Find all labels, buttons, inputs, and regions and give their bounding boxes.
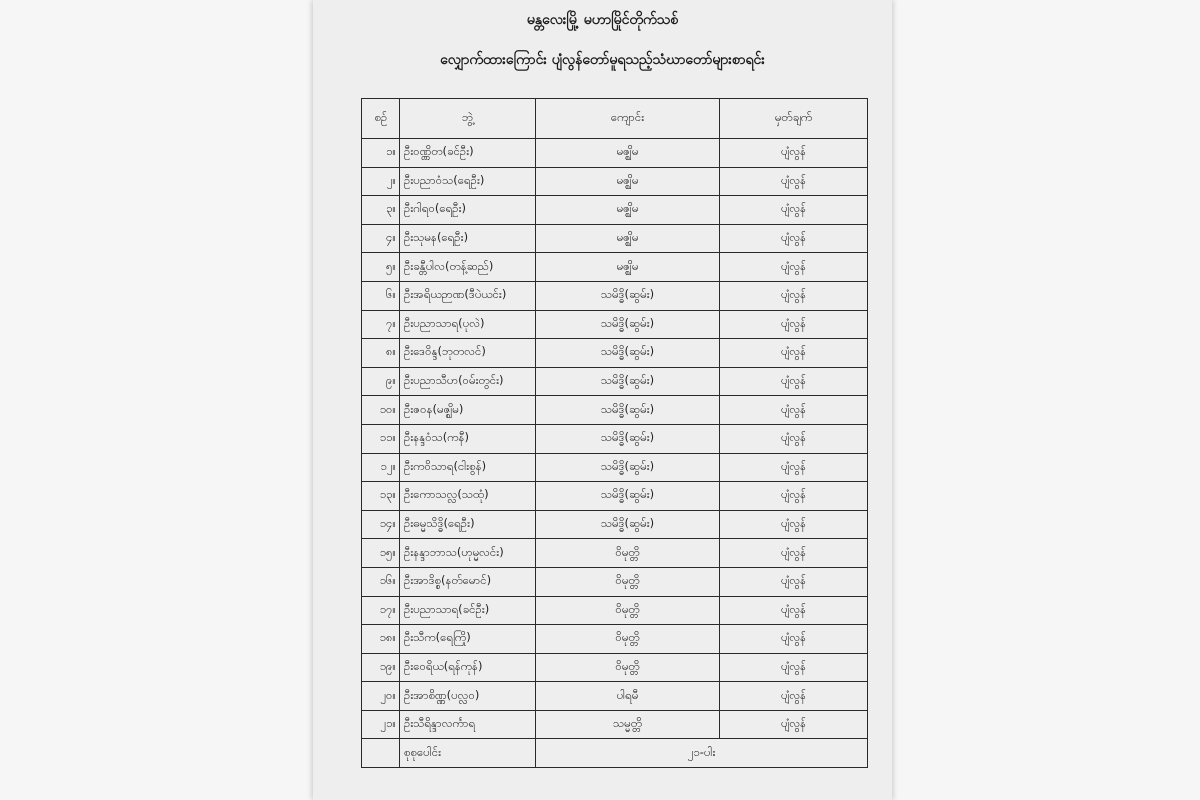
- row-no: ၂။: [362, 167, 400, 196]
- table-row: [362, 196, 868, 225]
- header-name: ဘွဲ့: [400, 99, 536, 139]
- row-name: ဦးဝဏ္ဏိတ(ခင်ဦး): [400, 139, 536, 168]
- row-remark: ပျံလွန်: [720, 539, 868, 568]
- background-left: [0, 0, 313, 800]
- table-row: [362, 567, 868, 596]
- row-remark: ပျံလွန်: [720, 482, 868, 511]
- row-no: ၆။: [362, 281, 400, 310]
- table-row: [362, 224, 868, 253]
- row-no: ၁၀။: [362, 396, 400, 425]
- table-row: [362, 281, 868, 310]
- row-name: ဦးအရိယဉာဏ(ဒီပဲယင်း): [400, 281, 536, 310]
- row-name: ဦးအာဒိစ္စ(နတ်မောင်): [400, 567, 536, 596]
- row-no: ၁၆။: [362, 567, 400, 596]
- table-row: [362, 424, 868, 453]
- row-monastery: ဝိမုတ္တိ: [536, 539, 720, 568]
- row-monastery: သမိဒ္ဓိ(ဆွမ်း): [536, 482, 720, 511]
- row-monastery: မဇ္ဈိမ: [536, 167, 720, 196]
- row-monastery: မဇ္ဈိမ: [536, 224, 720, 253]
- row-name: ဦးကောသလ္လ(သထုံ): [400, 482, 536, 511]
- row-no: ၇။: [362, 310, 400, 339]
- row-remark: ပျံလွန်: [720, 567, 868, 596]
- table-row: [362, 253, 868, 282]
- row-remark: ပျံလွန်: [720, 682, 868, 711]
- row-no: ၅။: [362, 253, 400, 282]
- table-row: [362, 710, 868, 739]
- row-name: ဦးဝေရိယ(ရန်ကုန်): [400, 653, 536, 682]
- monk-list-table: [361, 98, 868, 768]
- row-name: ဦးပညာသာရ(ပုလဲ): [400, 310, 536, 339]
- table-row: [362, 682, 868, 711]
- row-monastery: သမိဒ္ဓိ(ဆွမ်း): [536, 310, 720, 339]
- header-no: စဉ်: [362, 99, 400, 139]
- row-name: ဦးသီရိန္ဒာလင်္ကာရ: [400, 710, 536, 739]
- row-remark: ပျံလွန်: [720, 396, 868, 425]
- row-remark: ပျံလွန်: [720, 281, 868, 310]
- row-remark: ပျံလွန်: [720, 139, 868, 168]
- row-name: ဦးအာစိဏ္ဏ(ပလ္လဝ): [400, 682, 536, 711]
- header-monastery: ကျောင်း: [536, 99, 720, 139]
- table-row: [362, 310, 868, 339]
- row-monastery: သမိဒ္ဓိ(ဆွမ်း): [536, 453, 720, 482]
- row-remark: ပျံလွန်: [720, 596, 868, 625]
- row-monastery: ဝိမုတ္တိ: [536, 596, 720, 625]
- row-no: ၁၉။: [362, 653, 400, 682]
- table-row: [362, 339, 868, 368]
- row-remark: ပျံလွန်: [720, 253, 868, 282]
- row-remark: ပျံလွန်: [720, 710, 868, 739]
- table-row: [362, 453, 868, 482]
- row-monastery: သမိဒ္ဓိ(ဆွမ်း): [536, 424, 720, 453]
- row-name: ဦးနန္ဒာဘာသ(ဟုမ္မလင်း): [400, 539, 536, 568]
- row-remark: ပျံလွန်: [720, 310, 868, 339]
- row-remark: ပျံလွန်: [720, 224, 868, 253]
- total-value: ၂၁-ပါး: [536, 739, 868, 768]
- table-row: [362, 510, 868, 539]
- row-remark: ပျံလွန်: [720, 653, 868, 682]
- row-monastery: ဝိမုတ္တိ: [536, 653, 720, 682]
- total-label: စုစုပေါင်း: [400, 739, 536, 768]
- row-remark: ပျံလွန်: [720, 367, 868, 396]
- row-name: ဦးနန္ဒဝံသ(ကနီ): [400, 424, 536, 453]
- row-name: ဦးဂါရဝ(ရေဦး): [400, 196, 536, 225]
- row-no: ၃။: [362, 196, 400, 225]
- row-monastery: သမိဒ္ဓိ(ဆွမ်း): [536, 339, 720, 368]
- row-remark: ပျံလွန်: [720, 424, 868, 453]
- table-header-row: [362, 99, 868, 139]
- table-row: [362, 596, 868, 625]
- row-name: ဦးဓမ္မသိဒ္ဓိ(ရေဦး): [400, 510, 536, 539]
- header-remark: မှတ်ချက်: [720, 99, 868, 139]
- row-remark: ပျံလွန်: [720, 625, 868, 654]
- row-monastery: မဇ္ဈိမ: [536, 196, 720, 225]
- row-no: ၁၃။: [362, 482, 400, 511]
- table-row: [362, 482, 868, 511]
- row-monastery: သမိဒ္ဓိ(ဆွမ်း): [536, 510, 720, 539]
- row-remark: ပျံလွန်: [720, 510, 868, 539]
- row-name: ဦးကဝိသာရ(ငါးစွန်): [400, 453, 536, 482]
- row-monastery: ပါရမီ: [536, 682, 720, 711]
- row-name: ဦးသုမန(ရေဦး): [400, 224, 536, 253]
- row-name: ဦးခန္တီပါလ(တန့်ဆည်): [400, 253, 536, 282]
- row-no: ၁၈။: [362, 625, 400, 654]
- document-title-line1: မန္တလေးမြို့ မဟာမြိုင်တိုက်သစ်: [526, 12, 679, 28]
- table-row: [362, 167, 868, 196]
- table-row: [362, 139, 868, 168]
- document-title-line2: လျှောက်ထားကြောင်း ပျံလွန်တော်မူရသည့်သံဃာတော်များစာရင်း: [440, 52, 765, 68]
- row-name: ဦးပညာဝံသ(ရေဦး): [400, 167, 536, 196]
- table-row: [362, 653, 868, 682]
- table-row: [362, 539, 868, 568]
- row-monastery: မဇ္ဈိမ: [536, 253, 720, 282]
- row-no: ၁။: [362, 139, 400, 168]
- row-monastery: သမိဒ္ဓိ(ဆွမ်း): [536, 396, 720, 425]
- row-no: ၈။: [362, 339, 400, 368]
- table-row: [362, 367, 868, 396]
- row-no: ၂၀။: [362, 682, 400, 711]
- row-name: ဦးဇဝန(မဇ္ဈိမ): [400, 396, 536, 425]
- row-remark: ပျံလွန်: [720, 196, 868, 225]
- row-no: ၄။: [362, 224, 400, 253]
- background-right: [892, 0, 1200, 800]
- row-monastery: မဇ္ဈိမ: [536, 139, 720, 168]
- row-no: ၂၁။: [362, 710, 400, 739]
- row-remark: ပျံလွန်: [720, 339, 868, 368]
- table-row: [362, 396, 868, 425]
- row-no: ၁၁။: [362, 424, 400, 453]
- row-monastery: သမိဒ္ဓိ(ဆွမ်း): [536, 367, 720, 396]
- row-name: ဦးပညာသီဟ(ဝမ်းတွင်း): [400, 367, 536, 396]
- row-no: ၉။: [362, 367, 400, 396]
- row-remark: ပျံလွန်: [720, 167, 868, 196]
- row-name: ဦးပညာသာရ(ခင်ဦး): [400, 596, 536, 625]
- row-monastery: ဝိမုတ္တိ: [536, 567, 720, 596]
- total-row: [362, 739, 868, 768]
- row-name: ဦးဒေဝိန္ဒ(ဘုတလင်): [400, 339, 536, 368]
- row-no: ၁၄။: [362, 510, 400, 539]
- row-monastery: သမိဒ္ဓိ(ဆွမ်း): [536, 281, 720, 310]
- row-no: ၁၂။: [362, 453, 400, 482]
- row-name: ဦးသီက(ရေကြို): [400, 625, 536, 654]
- document-page: [313, 0, 892, 800]
- row-no: ၁၅။: [362, 539, 400, 568]
- row-remark: ပျံလွန်: [720, 453, 868, 482]
- row-monastery: သမ္မတ္တိ: [536, 710, 720, 739]
- table-row: [362, 625, 868, 654]
- row-no: ၁၇။: [362, 596, 400, 625]
- row-monastery: ဝိမုတ္တိ: [536, 625, 720, 654]
- total-no-cell: [362, 739, 400, 768]
